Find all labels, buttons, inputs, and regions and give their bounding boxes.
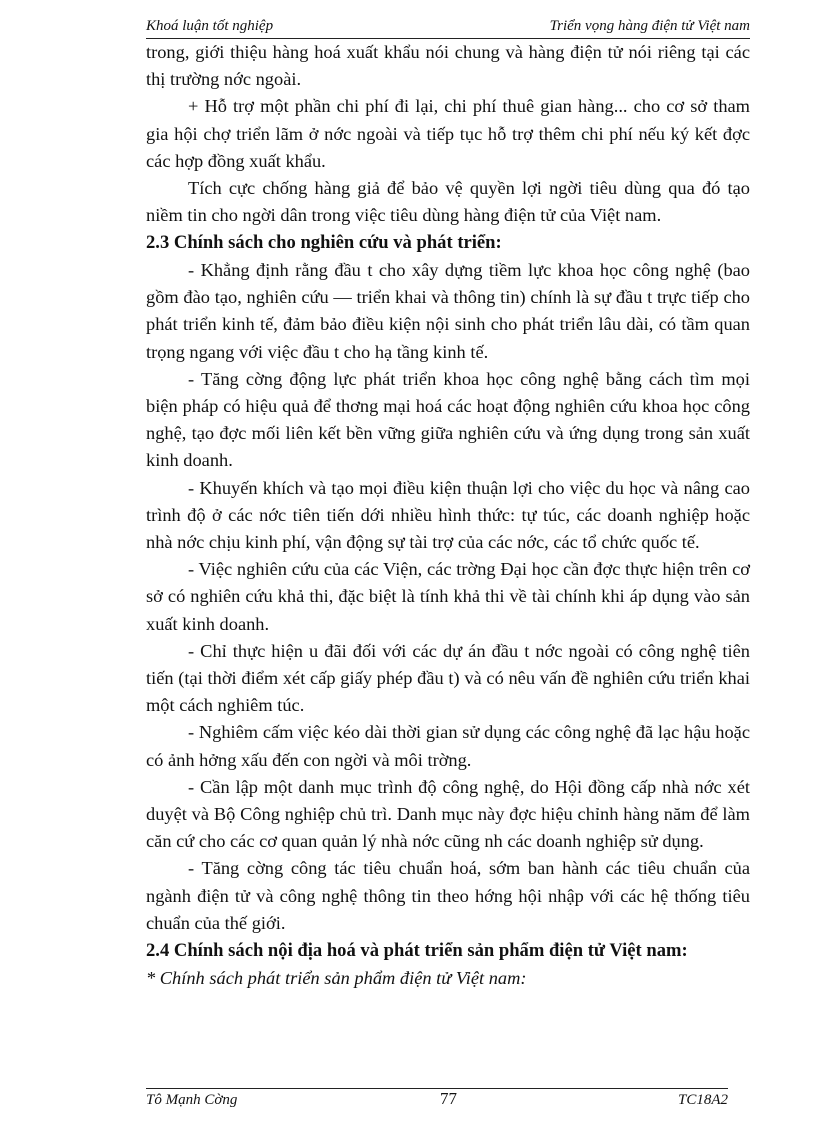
list-item: - Tăng cờng công tác tiêu chuẩn hoá, sớm ban hành các tiêu chuẩn của ngành điện tử và công nghệ thông tin theo hớng hội nhập với các hệ thống tiêu chuẩn của thế giới. [146, 858, 750, 933]
list-item: - Việc nghiên cứu của các Viện, các trờng Đại học cần đợc thực hiện trên cơ sở có nghiên cứu khả thi, đặc biệt là tính khả thi về tài chính khi áp dụng vào sản xuất kinh doanh. [146, 559, 750, 634]
page-header [146, 18, 750, 39]
subheading: * Chính sách phát triển sản phẩm điện tử Việt nam: [146, 967, 527, 988]
list-item: - Nghiêm cấm việc kéo dài thời gian sử dụng các công nghệ đã lạc hậu hoặc có ảnh hởng xấu đến con ngời và môi trờng. [146, 722, 750, 770]
header-left-title: Khoá luận tốt nghiệp [146, 18, 274, 34]
paragraph: Tích cực chống hàng giả để bảo vệ quyền lợi ngời tiêu dùng qua đó tạo niềm tin cho ngời dân trong việc tiêu dùng hàng điện tử của Việt nam. [146, 178, 750, 226]
footer-author: Tô Mạnh Cờng [146, 1092, 238, 1108]
list-item: - Khuyến khích và tạo mọi điều kiện thuận lợi cho việc du học và nâng cao trình độ ở các nớc tiên tiến dới nhiều hình thức: tự túc, các doanh nghiệp hoặc nhà nớc chịu kinh phí, vận động sự tài trợ của các nớc, các tổ chức quốc tế. [146, 477, 750, 553]
list-item: - Khẳng định rằng đầu t cho xây dựng tiềm lực khoa học công nghệ (bao gồm đào tạo, nghiên cứu — triển khai và thông tin) chính là sự đầu t trực tiếp cho phát triển kinh tế, đảm bảo điều kiện nội sinh cho phát triển lâu dài, có tầm quan trọng ngang với việc đầu t cho hạ tầng kinh tế. [146, 260, 750, 362]
page-footer [146, 1088, 728, 1111]
list-item: - Tăng cờng động lực phát triển khoa học công nghệ bằng cách tìm mọi biện pháp có hiệu quả để thơng mại hoá các hoạt động nghiên cứu khoa học công nghệ, tạo đợc mối liên kết bền vững giữa nghiên cứu và ứng dụng trong sản xuất kinh doanh. [146, 368, 750, 471]
section-heading-2-4: 2.4 Chính sách nội địa hoá và phát triển sản phẩm điện tử Việt nam: [146, 940, 688, 962]
header-right-title: Triển vọng hàng điện tử Việt nam [549, 18, 750, 34]
page-number: 77 [440, 1089, 457, 1108]
section-heading-2-3: 2.3 Chính sách cho nghiên cứu và phát triển: [146, 232, 502, 254]
paragraph: + Hỗ trợ một phần chi phí đi lại, chi phí thuê gian hàng... cho cơ sở tham gia hội chợ triển lãm ở nớc ngoài và tiếp tục hỗ trợ thêm chi phí nếu ký kết đợc các hợp đồng xuất khẩu. [146, 96, 750, 171]
page-body [146, 39, 750, 992]
paragraph: trong, giới thiệu hàng hoá xuất khẩu nói chung và hàng điện tử nói riêng tại các thị trường nớc ngoài. [146, 42, 750, 90]
list-item: - Cần lập một danh mục trình độ công nghệ, do Hội đồng cấp nhà nớc xét duyệt và Bộ Công nghiệp chủ trì. Danh mục này đợc hiệu chỉnh hàng năm để làm căn cứ cho các cơ quan quản lý nhà nớc cũng nh các doanh nghiệp sử dụng. [146, 776, 750, 852]
list-item: - Chỉ thực hiện u đãi đối với các dự án đầu t nớc ngoài có công nghệ tiên tiến (tại thời điểm xét cấp giấy phép đầu t) và có nêu vấn đề nghiên cứu triển khai một cách nghiêm túc. [146, 640, 750, 716]
footer-class-code: TC18A2 [677, 1092, 728, 1108]
